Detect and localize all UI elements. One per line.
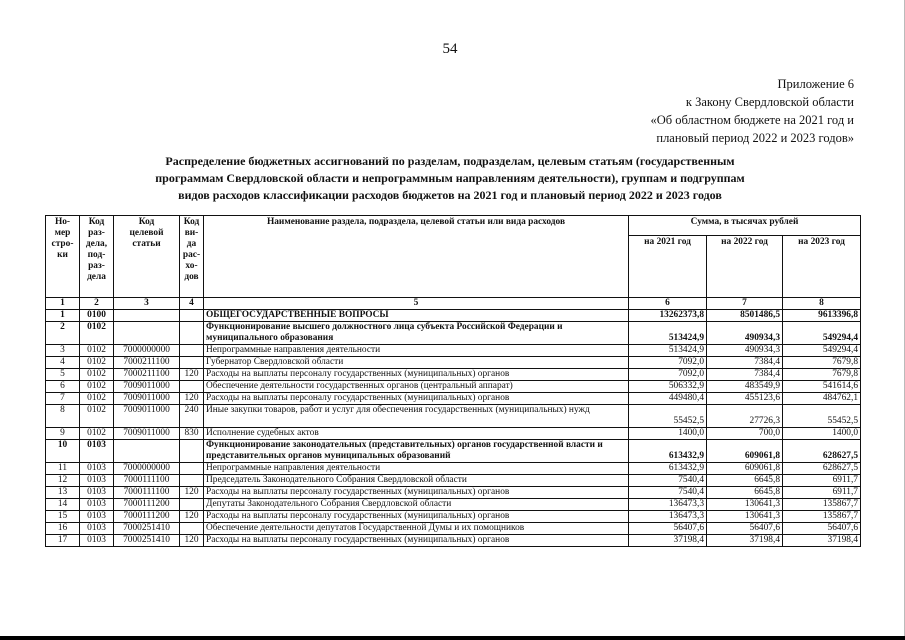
table-row [46, 393, 861, 405]
amount-2021: 613432,9 [629, 463, 707, 475]
table-row [46, 428, 861, 440]
header-name: Наименование раздела, подраздела, целевой статьи или вида расходов [204, 216, 629, 298]
amount-2022: 609061,8 [707, 440, 783, 463]
row-name: Функционирование высшего должностного лица субъекта Российской Федерации и муниципального образования [204, 322, 629, 345]
kind-code: 120 [180, 393, 204, 405]
header-kind-code: Код ви- да рас- хо- дов [180, 216, 204, 298]
column-number: 3 [114, 298, 180, 310]
target-code [114, 310, 180, 322]
row-number: 14 [46, 499, 80, 511]
amount-2021: 1400,0 [629, 428, 707, 440]
target-code [114, 440, 180, 463]
title-line: Распределение бюджетных ассигнований по разделам, подразделам, целевым статьям (государственным [165, 154, 735, 168]
amount-2023: 37198,4 [783, 535, 861, 547]
section-code: 0102 [80, 405, 114, 428]
amount-2023: 9613396,8 [783, 310, 861, 322]
table-row [46, 511, 861, 523]
section-code: 0103 [80, 535, 114, 547]
row-name: Иные закупки товаров, работ и услуг для обеспечения государственных (муниципальных) нужд [204, 405, 629, 428]
table-row [46, 405, 861, 428]
column-number-row [46, 298, 861, 310]
target-code: 7000251410 [114, 535, 180, 547]
amount-2023: 6911,7 [783, 475, 861, 487]
section-code: 0103 [80, 523, 114, 535]
amount-2023: 549294,4 [783, 345, 861, 357]
row-number: 17 [46, 535, 80, 547]
table-row [46, 523, 861, 535]
amount-2021: 136473,3 [629, 511, 707, 523]
amount-2023: 1400,0 [783, 428, 861, 440]
header-year-2021: на 2021 год [629, 236, 707, 298]
title-line: программам Свердловской области и непрограммным направлениям деятельности), группам и подгруппам [155, 171, 745, 185]
table-row [46, 322, 861, 345]
row-number: 7 [46, 393, 80, 405]
amount-2022: 27726,3 [707, 405, 783, 428]
target-code: 7000211100 [114, 357, 180, 369]
table-row [46, 310, 861, 322]
amount-2023: 55452,5 [783, 405, 861, 428]
amount-2022: 609061,8 [707, 463, 783, 475]
target-code: 7000251410 [114, 523, 180, 535]
amount-2023: 56407,6 [783, 523, 861, 535]
amount-2022: 7384,4 [707, 369, 783, 381]
section-code: 0103 [80, 499, 114, 511]
amount-2021: 56407,6 [629, 523, 707, 535]
appendix-line: к Закону Свердловской области [685, 95, 854, 109]
row-number: 12 [46, 475, 80, 487]
column-number: 1 [46, 298, 80, 310]
section-code: 0102 [80, 393, 114, 405]
target-code: 7000111200 [114, 511, 180, 523]
row-number: 10 [46, 440, 80, 463]
row-number: 8 [46, 405, 80, 428]
kind-code [180, 463, 204, 475]
target-code: 7000000000 [114, 345, 180, 357]
amount-2021: 37198,4 [629, 535, 707, 547]
amount-2021: 449480,4 [629, 393, 707, 405]
amount-2022: 455123,6 [707, 393, 783, 405]
section-code: 0103 [80, 475, 114, 487]
row-number: 5 [46, 369, 80, 381]
kind-code: 120 [180, 535, 204, 547]
amount-2023: 135867,7 [783, 511, 861, 523]
target-code: 7009011000 [114, 393, 180, 405]
section-code: 0103 [80, 487, 114, 499]
amount-2021: 513424,9 [629, 345, 707, 357]
row-name: Исполнение судебных актов [204, 428, 629, 440]
kind-code: 240 [180, 405, 204, 428]
amount-2023: 7679,8 [783, 357, 861, 369]
kind-code [180, 357, 204, 369]
row-name: Обеспечение деятельности государственных органов (центральный аппарат) [204, 381, 629, 393]
kind-code [180, 381, 204, 393]
row-name: Обеспечение деятельности депутатов Государственной Думы и их помощников [204, 523, 629, 535]
row-name: Расходы на выплаты персоналу государственных (муниципальных) органов [204, 393, 629, 405]
column-number: 2 [80, 298, 114, 310]
amount-2021: 13262373,8 [629, 310, 707, 322]
kind-code [180, 345, 204, 357]
header-row-number: Но- мер стро- ки [46, 216, 80, 298]
table-row [46, 357, 861, 369]
row-number: 2 [46, 322, 80, 345]
row-name: Функционирование законодательных (представительных) органов государственной власти и представительных органов муниципальных образований [204, 440, 629, 463]
row-name: Расходы на выплаты персоналу государственных (муниципальных) органов [204, 487, 629, 499]
amount-2021: 7092,0 [629, 357, 707, 369]
amount-2021: 136473,3 [629, 499, 707, 511]
row-name: Председатель Законодательного Собрания Свердловской области [204, 475, 629, 487]
header-target-code: Код целевой статьи [114, 216, 180, 298]
row-number: 1 [46, 310, 80, 322]
row-number: 15 [46, 511, 80, 523]
appendix-line: «Об областном бюджете на 2021 год и [650, 113, 854, 127]
kind-code: 120 [180, 511, 204, 523]
header-section-code: Код раз- дела, под- раз- дела [80, 216, 114, 298]
row-name: Депутаты Законодательного Собрания Свердловской области [204, 499, 629, 511]
kind-code [180, 475, 204, 487]
section-code: 0100 [80, 310, 114, 322]
amount-2023: 628627,5 [783, 463, 861, 475]
header-year-2023: на 2023 год [783, 236, 861, 298]
row-number: 16 [46, 523, 80, 535]
table-row [46, 345, 861, 357]
amount-2021: 613432,9 [629, 440, 707, 463]
budget-table [45, 215, 861, 547]
amount-2022: 6645,8 [707, 487, 783, 499]
kind-code: 120 [180, 369, 204, 381]
amount-2023: 628627,5 [783, 440, 861, 463]
amount-2022: 7384,4 [707, 357, 783, 369]
amount-2022: 483549,9 [707, 381, 783, 393]
target-code: 7000000000 [114, 463, 180, 475]
kind-code [180, 440, 204, 463]
amount-2022: 490934,3 [707, 322, 783, 345]
table-row [46, 369, 861, 381]
target-code: 7000111100 [114, 475, 180, 487]
amount-2021: 7540,4 [629, 487, 707, 499]
kind-code: 830 [180, 428, 204, 440]
amount-2022: 130641,3 [707, 499, 783, 511]
section-code: 0102 [80, 357, 114, 369]
section-code: 0102 [80, 369, 114, 381]
section-code: 0102 [80, 345, 114, 357]
amount-2021: 7092,0 [629, 369, 707, 381]
row-number: 4 [46, 357, 80, 369]
section-code: 0103 [80, 463, 114, 475]
row-number: 11 [46, 463, 80, 475]
table-row [46, 475, 861, 487]
target-code: 7009011000 [114, 381, 180, 393]
table-row [46, 463, 861, 475]
page-number: 54 [442, 41, 458, 57]
amount-2021: 55452,5 [629, 405, 707, 428]
row-name: Губернатор Свердловской области [204, 357, 629, 369]
appendix-block [524, 75, 854, 147]
document-title [120, 153, 780, 204]
amount-2023: 135867,7 [783, 499, 861, 511]
amount-2022: 8501486,5 [707, 310, 783, 322]
section-code: 0102 [80, 381, 114, 393]
row-number: 9 [46, 428, 80, 440]
kind-code [180, 322, 204, 345]
column-number: 8 [783, 298, 861, 310]
section-code: 0102 [80, 428, 114, 440]
column-number: 7 [707, 298, 783, 310]
amount-2022: 130641,3 [707, 511, 783, 523]
row-name: Расходы на выплаты персоналу государственных (муниципальных) органов [204, 511, 629, 523]
amount-2022: 6645,8 [707, 475, 783, 487]
target-code: 7000211100 [114, 369, 180, 381]
column-number: 4 [180, 298, 204, 310]
section-code: 0103 [80, 440, 114, 463]
amount-2022: 37198,4 [707, 535, 783, 547]
amount-2021: 506332,9 [629, 381, 707, 393]
title-line: видов расходов классификации расходов бюджетов на 2021 год и плановый период 2022 и 2023 годов [178, 188, 722, 202]
row-number: 13 [46, 487, 80, 499]
table-row [46, 440, 861, 463]
kind-code [180, 499, 204, 511]
amount-2022: 56407,6 [707, 523, 783, 535]
target-code: 7000111200 [114, 499, 180, 511]
target-code [114, 322, 180, 345]
target-code: 7009011000 [114, 405, 180, 428]
kind-code [180, 310, 204, 322]
row-name: ОБЩЕГОСУДАРСТВЕННЫЕ ВОПРОСЫ [204, 310, 629, 322]
row-number: 3 [46, 345, 80, 357]
table-row [46, 487, 861, 499]
row-name: Расходы на выплаты персоналу государственных (муниципальных) органов [204, 369, 629, 381]
amount-2021: 513424,9 [629, 322, 707, 345]
amount-2023: 549294,4 [783, 322, 861, 345]
table-row [46, 499, 861, 511]
target-code: 7009011000 [114, 428, 180, 440]
appendix-line: плановый период 2022 и 2023 годов» [656, 131, 854, 145]
amount-2022: 700,0 [707, 428, 783, 440]
row-name: Расходы на выплаты персоналу государственных (муниципальных) органов [204, 535, 629, 547]
kind-code: 120 [180, 487, 204, 499]
section-code: 0102 [80, 322, 114, 345]
amount-2022: 490934,3 [707, 345, 783, 357]
row-number: 6 [46, 381, 80, 393]
row-name: Непрограммные направления деятельности [204, 345, 629, 357]
row-name: Непрограммные направления деятельности [204, 463, 629, 475]
header-year-2022: на 2022 год [707, 236, 783, 298]
header-sum: Сумма, в тысячах рублей [629, 216, 861, 236]
target-code: 7000111100 [114, 487, 180, 499]
kind-code [180, 523, 204, 535]
appendix-line: Приложение 6 [777, 77, 854, 91]
column-number: 6 [629, 298, 707, 310]
table-row [46, 535, 861, 547]
amount-2023: 484762,1 [783, 393, 861, 405]
table-row [46, 381, 861, 393]
amount-2023: 6911,7 [783, 487, 861, 499]
section-code: 0103 [80, 511, 114, 523]
column-number: 5 [204, 298, 629, 310]
amount-2021: 7540,4 [629, 475, 707, 487]
amount-2023: 541614,6 [783, 381, 861, 393]
amount-2023: 7679,8 [783, 369, 861, 381]
